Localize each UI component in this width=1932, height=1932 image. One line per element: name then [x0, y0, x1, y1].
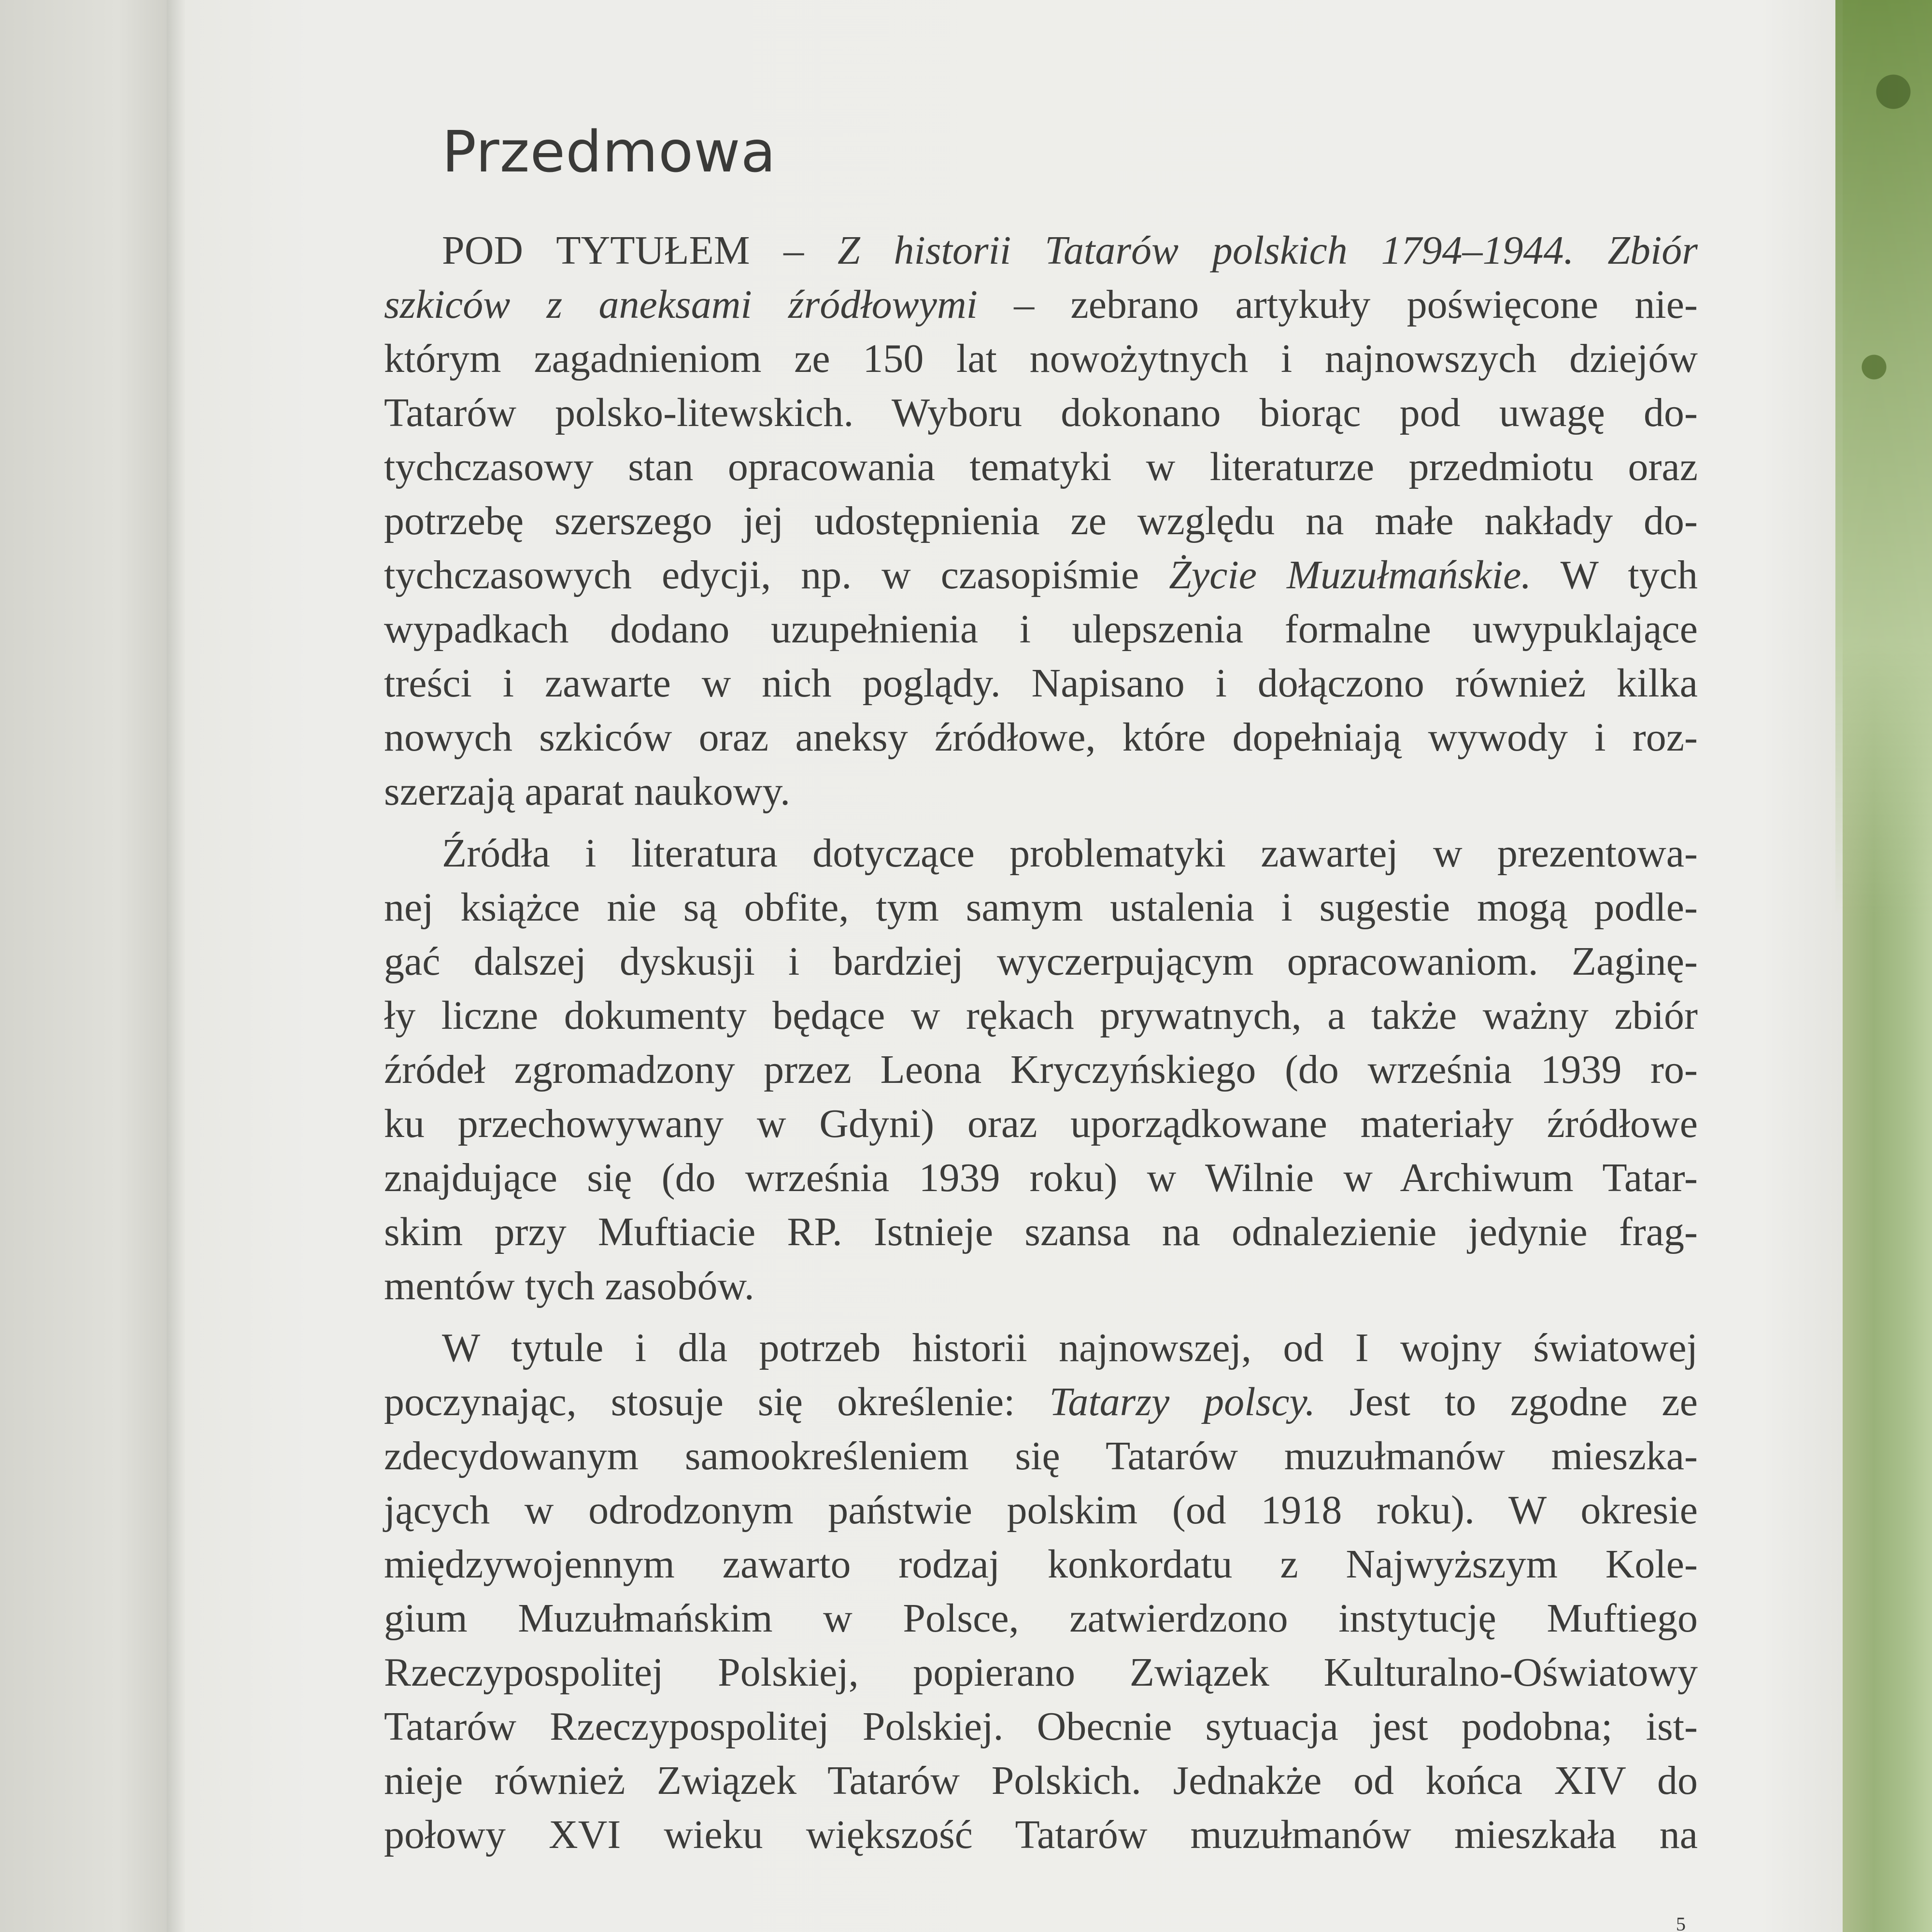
- text-run: ły liczne dokumenty będące w rękach prywatnych, a także ważny zbiór: [384, 993, 1698, 1038]
- text-run: międzywojennym zawarto rodzaj konkordatu z Najwyższym Kole-: [384, 1542, 1698, 1587]
- text-line: [384, 1043, 1698, 1097]
- text-run: nej książce nie są obfite, tym samym ustalenia i sugestie mogą podle-: [384, 885, 1698, 930]
- text-line: [384, 440, 1698, 494]
- text-line: [384, 710, 1698, 765]
- text-run: szerzają aparat naukowy.: [384, 769, 791, 814]
- text-line: [384, 1205, 1698, 1259]
- text-line: [384, 1375, 1698, 1429]
- text-line: [384, 656, 1698, 710]
- text-line: [384, 548, 1698, 602]
- text-run: zdecydowanym samookreśleniem się Tatarów muzułmanów mieszka-: [384, 1434, 1698, 1478]
- text-line: [384, 386, 1698, 440]
- text-run: gać dalszej dyskusji i bardziej wyczerpującym opracowaniom. Zaginę-: [384, 939, 1698, 984]
- text-line: [384, 826, 1698, 881]
- text-run: W tytule i dla potrzeb historii najnowszej, od I wojny światowej: [442, 1325, 1698, 1370]
- text-line: [384, 224, 1698, 278]
- text-run: ku przechowywany w Gdyni) oraz uporządkowane materiały źródłowe: [384, 1101, 1698, 1146]
- text-line: [384, 935, 1698, 989]
- text-line: [384, 1097, 1698, 1151]
- text-run: jących w odrodzonym państwie polskim (od 1918 roku). W okresie: [384, 1488, 1698, 1533]
- text-run: Rzeczypospolitej Polskiej, popierano Związek Kulturalno-Oświatowy: [384, 1650, 1698, 1695]
- text-run: połowy XVI wieku większość Tatarów muzułmanów mieszkała na: [384, 1812, 1698, 1857]
- text-run: – zebrano artykuły poświęcone nie-: [977, 282, 1698, 327]
- text-run: wypadkach dodano uzupełnienia i ulepszenia formalne uwypuklające: [384, 607, 1698, 652]
- text-line: [384, 1537, 1698, 1591]
- text-line: [384, 1429, 1698, 1483]
- text-line: [384, 1754, 1698, 1808]
- text-run: nowych szkiców oraz aneksy źródłowe, które dopełniają wywody i roz-: [384, 715, 1698, 760]
- text-run: którym zagadnieniom ze 150 lat nowożytnych i najnowszych dziejów: [384, 336, 1698, 381]
- text-run: nieje również Związek Tatarów Polskich. Jednakże od końca XIV do: [384, 1758, 1698, 1803]
- cover-ornament: [1835, 0, 1932, 918]
- chapter-heading: Przedmowa: [442, 118, 776, 185]
- text-run: potrzebę szerszego jej udostępnienia ze względu na małe nakłady do-: [384, 498, 1698, 543]
- text-line: [384, 1591, 1698, 1646]
- text-line: [384, 1646, 1698, 1700]
- text-run: gium Muzułmańskim w Polsce, zatwierdzono instytucję Muftiego: [384, 1596, 1698, 1641]
- text-line: [384, 1700, 1698, 1754]
- text-run: tychczasowych edycji, np. w czasopiśmie: [384, 553, 1169, 597]
- italic-title: Tatarzy polscy.: [1049, 1379, 1316, 1424]
- text-line: [384, 881, 1698, 935]
- text-run: Tatarów polsko-litewskich. Wyboru dokonano biorąc pod uwagę do-: [384, 390, 1698, 435]
- body-text: [384, 224, 1698, 1862]
- text-line: [384, 602, 1698, 656]
- italic-title: Z historii Tatarów polskich 1794–1944. Zbiór: [838, 228, 1698, 273]
- text-line: [384, 494, 1698, 548]
- text-run: W tych: [1531, 553, 1698, 597]
- text-line: [384, 1151, 1698, 1205]
- italic-title: Życie Muzułmańskie.: [1169, 553, 1532, 597]
- text-run: Jest to zgodne ze: [1315, 1379, 1698, 1424]
- text-run: źródeł zgromadzony przez Leona Kryczyńskiego (do września 1939 ro-: [384, 1047, 1698, 1092]
- page-number: 5: [1676, 1913, 1686, 1932]
- text-run: Tatarów Rzeczypospolitej Polskiej. Obecnie sytuacja jest podobna; ist-: [384, 1704, 1698, 1749]
- text-line: [384, 765, 1698, 819]
- text-run: POD TYTUŁEM –: [442, 228, 838, 273]
- previous-page-edge: [0, 0, 169, 1932]
- text-run: treści i zawarte w nich poglądy. Napisano i dołączono również kilka: [384, 661, 1698, 706]
- text-run: poczynając, stosuje się określenie:: [384, 1379, 1050, 1424]
- text-line: [384, 278, 1698, 332]
- text-run: tychczasowy stan opracowania tematyki w literaturze przedmiotu oraz: [384, 444, 1698, 489]
- text-line: [384, 989, 1698, 1043]
- text-run: mentów tych zasobów.: [384, 1264, 754, 1308]
- text-line: [384, 332, 1698, 386]
- text-line: [384, 1808, 1698, 1862]
- italic-title: szkiców z aneksami źródłowymi: [384, 282, 978, 327]
- text-run: Źródła i literatura dotyczące problematyki zawartej w prezentowa-: [442, 831, 1698, 876]
- text-run: skim przy Muftiacie RP. Istnieje szansa na odnalezienie jedynie frag-: [384, 1209, 1698, 1254]
- text-run: znajdujące się (do września 1939 roku) w Wilnie w Archiwum Tatar-: [384, 1155, 1698, 1200]
- text-line: [384, 1483, 1698, 1537]
- text-line: [384, 1259, 1698, 1313]
- text-line: [384, 1321, 1698, 1375]
